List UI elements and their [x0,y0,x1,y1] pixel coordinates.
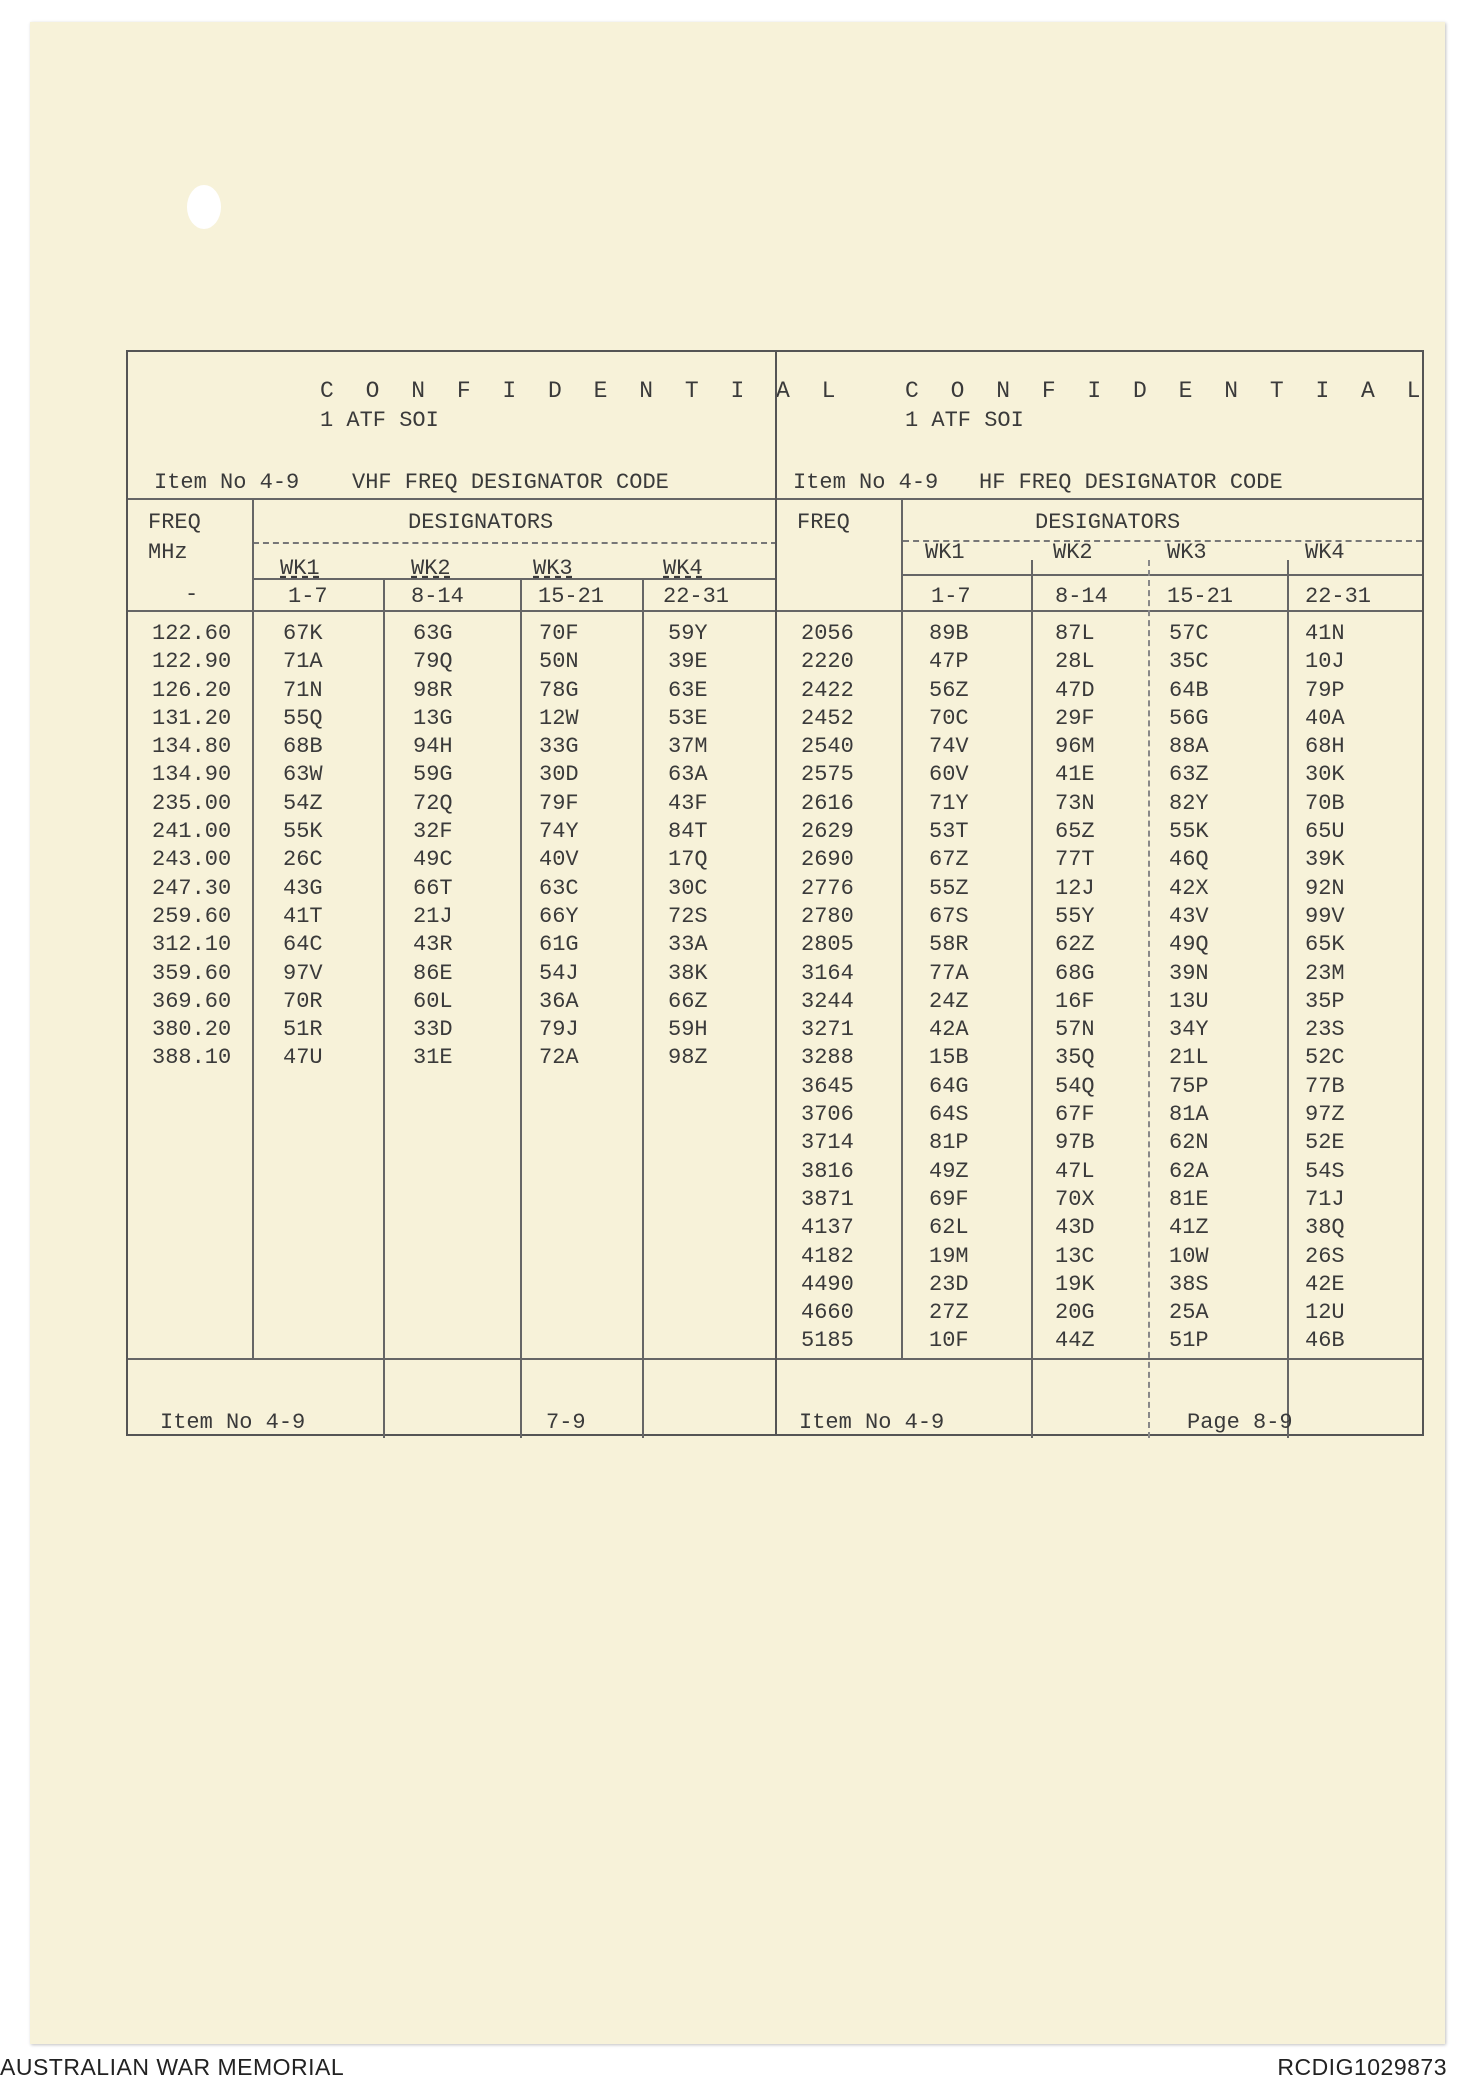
hf-code: 39K [1305,847,1345,873]
vhf-code: 63G [413,621,453,646]
vhf-title: VHF FREQ DESIGNATOR CODE [352,470,669,495]
hf-code: 47L [1055,1158,1095,1184]
vhf-freq: 241.00 [152,819,232,845]
hf-code: 13C [1055,1243,1095,1269]
vhf-wk3-column [539,620,579,1073]
hf-title-rule [777,498,1422,500]
vhf-code: 63A [668,762,708,788]
vhf-code: 84T [668,819,708,845]
hf-code: 62L [929,1215,969,1241]
vhf-col-divider [520,578,522,1438]
vhf-code: 63C [539,875,579,901]
hf-code: 25A [1169,1300,1209,1326]
vhf-freq: 122.90 [152,649,232,675]
hf-code: 27Z [929,1300,969,1326]
hf-code: 41Z [1169,1215,1209,1241]
hf-code: 67F [1055,1102,1095,1128]
hf-code: 24Z [929,988,969,1014]
hf-code: 10W [1169,1243,1209,1269]
hf-code: 74V [929,734,969,760]
vhf-col-divider [252,498,254,1360]
vhf-range-2: 8-14 [411,584,464,609]
hf-code: 15B [929,1045,969,1071]
hf-code: 64G [929,1073,969,1099]
vhf-code: 94H [413,734,453,760]
hf-code: 28L [1055,649,1095,675]
hf-range-4: 22-31 [1305,584,1372,609]
hf-code: 38S [1169,1271,1209,1297]
hf-item-no: Item No 4-9 [793,470,939,495]
vhf-header-rule [128,610,777,612]
hf-wk2-column [1055,620,1095,1356]
hf-freq: 3288 [801,1045,854,1071]
vhf-code: 30D [539,762,579,788]
hf-code: 96M [1055,734,1095,760]
hf-range-2: 8-14 [1055,584,1108,609]
vhf-code: 71A [283,649,323,675]
hf-range-1: 1-7 [931,584,971,609]
hf-code: 34Y [1169,1017,1209,1043]
vhf-code: 30C [668,875,708,901]
vhf-code: 54J [539,960,579,986]
hf-freq: 4182 [801,1243,854,1269]
hf-code: 57N [1055,1017,1095,1043]
hf-wk4-column [1305,620,1345,1356]
hf-code: 65K [1305,932,1345,958]
vhf-week-rule [253,578,777,580]
hf-code: 97Z [1305,1102,1345,1128]
vhf-code: 66T [413,875,453,901]
hf-code: 88A [1169,734,1209,760]
hf-code: 70C [929,705,969,731]
vhf-code: 63E [668,677,708,703]
hf-freq: 2629 [801,819,854,845]
hf-panel [775,350,1430,1436]
hf-bottom-item-no: Item No 4-9 [799,1410,945,1435]
punch-hole [187,185,221,229]
hf-code: 10F [929,1328,969,1354]
hf-code: 73N [1055,790,1095,816]
hf-confidential-header: C O N F I D E N T I A L [905,378,1430,404]
vhf-code: 63W [283,762,323,788]
hf-freq: 2540 [801,734,854,760]
vhf-col-divider [642,578,644,1438]
vhf-freq: 243.00 [152,847,232,873]
hf-code: 12J [1055,875,1095,901]
hf-col-divider [1031,560,1033,1438]
hf-code: 41E [1055,762,1095,788]
hf-code: 64S [929,1102,969,1128]
hf-code: 57C [1169,621,1209,646]
hf-code: 13U [1169,988,1209,1014]
vhf-code: 55Q [283,705,323,731]
vhf-item-no: Item No 4-9 [154,470,300,495]
vhf-freq: 259.60 [152,903,232,929]
vhf-page-number: 7-9 [546,1410,586,1435]
hf-freq: 2776 [801,875,854,901]
hf-code: 54Q [1055,1073,1095,1099]
vhf-freq: 126.20 [152,677,232,703]
vhf-code: 59G [413,762,453,788]
hf-code: 71J [1305,1186,1345,1212]
vhf-designators-rule [253,542,777,544]
hf-code: 42X [1169,875,1209,901]
hf-unit: 1 ATF SOI [905,408,1024,433]
vhf-code: 70R [283,988,323,1014]
hf-code: 23D [929,1271,969,1297]
hf-code: 29F [1055,705,1095,731]
vhf-code: 53E [668,705,708,731]
hf-code: 43D [1055,1215,1095,1241]
hf-code: 81E [1169,1186,1209,1212]
vhf-freq: 235.00 [152,790,232,816]
hf-code: 56G [1169,705,1209,731]
vhf-freq: 247.30 [152,875,232,901]
hf-freq: 2422 [801,677,854,703]
hf-freq: 4137 [801,1215,854,1241]
hf-code: 97B [1055,1130,1095,1156]
vhf-code: 59H [668,1017,708,1043]
vhf-range-3: 15-21 [538,584,605,609]
hf-code: 12U [1305,1300,1345,1326]
hf-code: 70B [1305,790,1345,816]
vhf-code: 72A [539,1045,579,1071]
hf-code: 30K [1305,762,1345,788]
hf-freq: 3816 [801,1158,854,1184]
hf-title: HF FREQ DESIGNATOR CODE [979,470,1283,495]
hf-code: 77A [929,960,969,986]
vhf-code: 67K [283,621,323,646]
vhf-code: 39E [668,649,708,675]
hf-code: 51P [1169,1328,1209,1354]
hf-code: 62N [1169,1130,1209,1156]
hf-code: 35C [1169,649,1209,675]
hf-code: 68G [1055,960,1095,986]
hf-code: 40A [1305,705,1345,731]
vhf-title-rule [128,498,777,500]
hf-code: 55Z [929,875,969,901]
vhf-code: 79Q [413,649,453,675]
hf-freq: 2690 [801,847,854,873]
vhf-range-4: 22-31 [663,584,730,609]
hf-freq: 2780 [801,903,854,929]
hf-wk1-column [929,620,969,1356]
vhf-code: 33G [539,734,579,760]
hf-week-rule [903,574,1422,576]
vhf-freq: 359.60 [152,960,232,986]
hf-code: 60V [929,762,969,788]
vhf-code: 12W [539,705,579,731]
vhf-code: 41T [283,903,323,929]
hf-code: 54S [1305,1158,1345,1184]
hf-code: 23M [1305,960,1345,986]
vhf-freq: 380.20 [152,1017,232,1043]
hf-freq-label: FREQ [797,510,850,535]
vhf-code: 31E [413,1045,453,1071]
vhf-dash-mark: - [185,582,199,607]
hf-code: 71Y [929,790,969,816]
hf-code: 43V [1169,903,1209,929]
hf-wk3-column [1169,620,1209,1356]
hf-code: 49Q [1169,932,1209,958]
archive-credit: AUSTRALIAN WAR MEMORIAL [0,2054,345,2080]
vhf-code: 32F [413,819,453,845]
hf-code: 67S [929,903,969,929]
hf-code: 47P [929,649,969,675]
vhf-code: 70F [539,621,579,646]
vhf-wk2-column [413,620,453,1073]
hf-code: 64B [1169,677,1209,703]
hf-code: 58R [929,932,969,958]
hf-code: 79P [1305,677,1345,703]
soi-table [126,350,1430,1436]
hf-code: 53T [929,819,969,845]
vhf-freq-column [152,620,231,1073]
hf-code: 35Q [1055,1045,1095,1071]
hf-code: 21L [1169,1045,1209,1071]
vhf-code: 17Q [668,847,708,873]
vhf-week-2: WK2 [411,556,451,581]
vhf-freq: 134.90 [152,762,232,788]
hf-code: 62Z [1055,932,1095,958]
vhf-designators-label: DESIGNATORS [408,510,554,535]
hf-week-2: WK2 [1053,540,1093,565]
hf-code: 77T [1055,847,1095,873]
vhf-freq: 122.60 [152,621,232,646]
hf-code: 44Z [1055,1328,1095,1354]
hf-designators-label: DESIGNATORS [1035,510,1181,535]
vhf-code: 60L [413,988,453,1014]
vhf-code: 21J [413,903,453,929]
hf-code: 62A [1169,1158,1209,1184]
hf-code: 16F [1055,988,1095,1014]
hf-code: 19K [1055,1271,1095,1297]
vhf-freq: 388.10 [152,1045,232,1071]
vhf-week-4: WK4 [663,556,703,581]
vhf-code: 13G [413,705,453,731]
hf-code: 46B [1305,1328,1345,1354]
vhf-code: 38K [668,960,708,986]
vhf-code: 61G [539,932,579,958]
hf-freq: 4490 [801,1271,854,1297]
vhf-freq: 131.20 [152,705,232,731]
hf-freq: 2616 [801,790,854,816]
hf-freq: 3244 [801,988,854,1014]
vhf-code: 68B [283,734,323,760]
vhf-code: 43G [283,875,323,901]
hf-code: 26S [1305,1243,1345,1269]
hf-code: 35P [1305,988,1345,1014]
vhf-code: 49C [413,847,453,873]
vhf-code: 71N [283,677,323,703]
hf-freq: 3645 [801,1073,854,1099]
hf-week-4: WK4 [1305,540,1345,565]
hf-code: 41N [1305,621,1345,646]
hf-freq: 2805 [801,932,854,958]
hf-code: 42E [1305,1271,1345,1297]
vhf-code: 59Y [668,621,708,646]
hf-code: 38Q [1305,1215,1345,1241]
vhf-code: 54Z [283,790,323,816]
hf-freq: 2575 [801,762,854,788]
hf-code: 69F [929,1186,969,1212]
hf-code: 23S [1305,1017,1345,1043]
hf-footer-rule [777,1358,1422,1360]
vhf-code: 33A [668,932,708,958]
hf-code: 52E [1305,1130,1345,1156]
hf-freq: 3706 [801,1102,854,1128]
hf-col-divider [1148,560,1150,1438]
hf-code: 89B [929,621,969,646]
vhf-unit: 1 ATF SOI [320,408,439,433]
vhf-code: 55K [283,819,323,845]
hf-freq: 3164 [801,960,854,986]
vhf-code: 66Z [668,988,708,1014]
hf-code: 70X [1055,1186,1095,1212]
hf-code: 87L [1055,621,1095,646]
hf-range-3: 15-21 [1167,584,1234,609]
hf-code: 75P [1169,1073,1209,1099]
vhf-col-divider [383,578,385,1438]
vhf-code: 97V [283,960,323,986]
hf-code: 42A [929,1017,969,1043]
hf-code: 92N [1305,875,1345,901]
hf-freq: 4660 [801,1300,854,1326]
hf-code: 47D [1055,677,1095,703]
vhf-code: 26C [283,847,323,873]
hf-code: 67Z [929,847,969,873]
vhf-confidential-header: C O N F I D E N T I A L [320,378,845,404]
vhf-code: 64C [283,932,323,958]
hf-freq: 2220 [801,649,854,675]
vhf-code: 43F [668,790,708,816]
hf-code: 56Z [929,677,969,703]
vhf-code: 36A [539,988,579,1014]
hf-code: 65U [1305,819,1345,845]
vhf-range-1: 1-7 [288,584,328,609]
hf-code: 81A [1169,1102,1209,1128]
vhf-code: 43R [413,932,453,958]
vhf-freq: 369.60 [152,988,232,1014]
hf-code: 68H [1305,734,1345,760]
vhf-freq: 134.80 [152,734,232,760]
vhf-code: 98Z [668,1045,708,1071]
hf-freq: 2056 [801,621,854,646]
hf-freq: 3271 [801,1017,854,1043]
vhf-wk1-column [283,620,323,1073]
vhf-code: 72S [668,903,708,929]
hf-code: 39N [1169,960,1209,986]
hf-code: 19M [929,1243,969,1269]
vhf-code: 37M [668,734,708,760]
archive-reference: RCDIG1029873 [1277,2054,1447,2080]
hf-header-rule [777,610,1422,612]
vhf-code: 50N [539,649,579,675]
hf-code: 52C [1305,1045,1345,1071]
vhf-code: 98R [413,677,453,703]
hf-freq: 3714 [801,1130,854,1156]
vhf-freq: 312.10 [152,932,232,958]
hf-code: 49Z [929,1158,969,1184]
hf-col-divider [1287,560,1289,1438]
hf-col-divider [901,498,903,1360]
hf-freq: 5185 [801,1328,854,1354]
vhf-code: 79F [539,790,579,816]
vhf-code: 47U [283,1045,323,1071]
hf-code: 99V [1305,903,1345,929]
hf-code: 65Z [1055,819,1095,845]
vhf-code: 72Q [413,790,453,816]
vhf-code: 86E [413,960,453,986]
vhf-bottom-item-no: Item No 4-9 [160,1410,306,1435]
vhf-code: 66Y [539,903,579,929]
hf-code: 55Y [1055,903,1095,929]
hf-page-number: Page 8-9 [1187,1410,1293,1435]
vhf-footer-rule [128,1358,777,1360]
vhf-code: 74Y [539,819,579,845]
vhf-code: 51R [283,1017,323,1043]
hf-code: 46Q [1169,847,1209,873]
hf-code: 77B [1305,1073,1345,1099]
hf-week-3: WK3 [1167,540,1207,565]
vhf-code: 78G [539,677,579,703]
hf-code: 10J [1305,649,1345,675]
vhf-wk4-column [668,620,708,1073]
vhf-code: 33D [413,1017,453,1043]
hf-code: 55K [1169,819,1209,845]
hf-freq: 3871 [801,1186,854,1212]
vhf-freq-label: FREQ [148,510,201,535]
hf-code: 81P [929,1130,969,1156]
vhf-code: 40V [539,847,579,873]
hf-freq-column [801,620,854,1356]
vhf-unit-label: MHz [148,540,188,565]
hf-week-1: WK1 [925,540,965,565]
vhf-code: 79J [539,1017,579,1043]
vhf-week-3: WK3 [533,556,573,581]
hf-freq: 2452 [801,705,854,731]
hf-code: 20G [1055,1300,1095,1326]
hf-code: 82Y [1169,790,1209,816]
hf-code: 63Z [1169,762,1209,788]
vhf-week-1: WK1 [280,556,320,581]
